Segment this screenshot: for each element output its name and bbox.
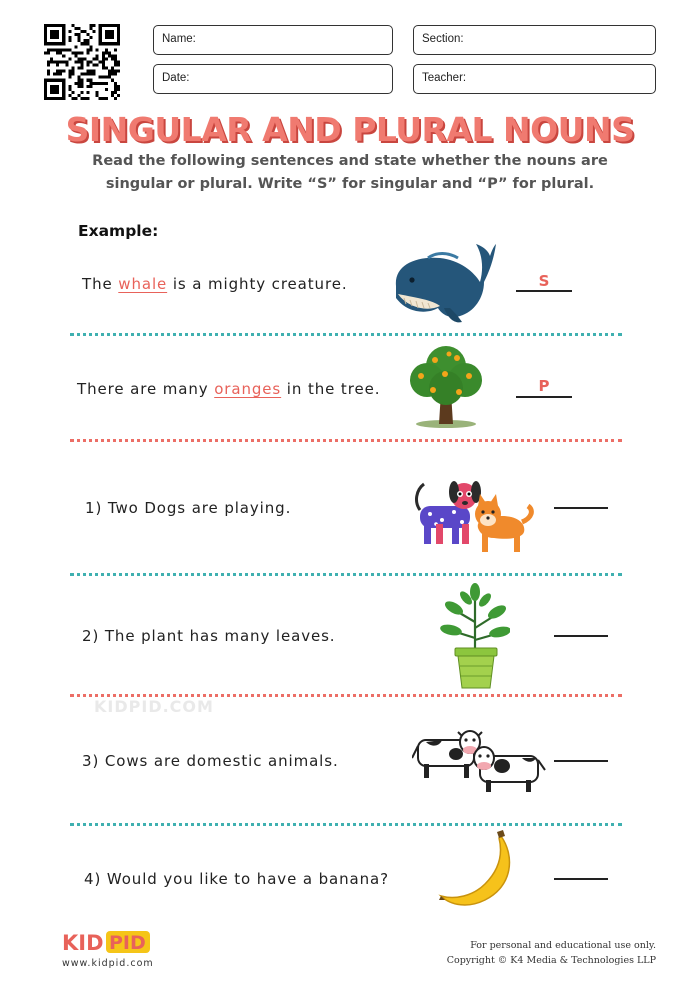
example-1-answer: S [538,272,550,290]
section-field[interactable] [413,25,656,55]
potted-plant-icon [440,582,510,690]
question-2-answer-line[interactable] [554,635,608,637]
example-heading: Example: [78,222,159,240]
divider-5 [70,823,622,826]
whale-icon [388,238,498,326]
question-1-text: 1) Two Dogs are playing. [85,499,292,517]
teacher-field[interactable] [413,64,656,94]
question-3-answer-line[interactable] [554,760,608,762]
website-url[interactable]: www.kidpid.com [62,958,154,969]
qr-code [44,24,120,100]
instructions-line-2: singular or plural. Write “S” for singular and “P” for plural. [105,176,595,192]
example-1-noun: whale [118,275,168,293]
example-1-answer-line [516,290,572,292]
example-2-answer-line [516,396,572,398]
divider-2 [70,439,622,442]
question-1-answer-line[interactable] [554,507,608,509]
dogs-icon [414,476,538,560]
svg-text:PID: PID [109,932,146,954]
teacher-label: Teacher: [422,72,467,84]
question-4-answer-line[interactable] [554,878,608,880]
divider-3 [70,573,622,576]
name-label: Name: [162,33,196,45]
question-4-text: 4) Would you like to have a banana? [84,870,390,888]
divider-1 [70,333,622,336]
banana-icon [437,830,521,910]
watermark: KIDPID.COM [94,697,214,716]
copyright-line-2: Copyright © K4 Media & Technologies LLP [446,955,656,966]
date-label: Date: [162,72,190,84]
question-2-text: 2) The plant has many leaves. [82,627,336,645]
copyright-line-1: For personal and educational use only. [470,940,656,951]
example-2-noun: oranges [214,380,282,398]
name-field[interactable] [153,25,393,55]
kidpid-logo [62,928,152,956]
section-label: Section: [422,33,464,45]
example-2-sentence: There are many oranges in the tree. [77,380,381,398]
example-1-sentence: The whale is a mighty creature. [82,275,348,293]
date-field[interactable] [153,64,393,94]
orange-tree-icon [405,342,487,430]
example-2-answer: P [538,377,550,395]
cows-icon [412,728,546,794]
svg-text:KID: KID [62,931,104,955]
instructions-line-1: Read the following sentences and state whether the nouns are [92,153,608,169]
question-3-text: 3) Cows are domestic animals. [82,752,339,770]
page-title: SINGULAR AND PLURAL NOUNS [65,110,635,149]
